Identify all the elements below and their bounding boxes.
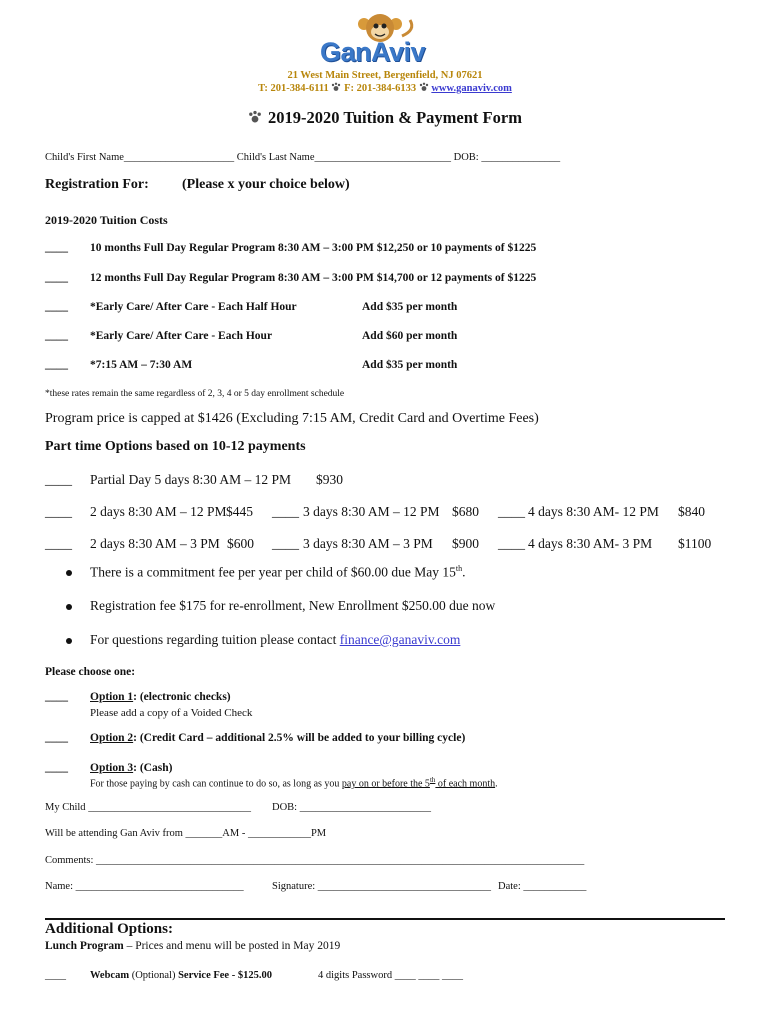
- first-name-label: Child's First Name: [45, 152, 124, 163]
- ganaviv-logo: [312, 10, 462, 68]
- tuition-row-text: 10 months Full Day Regular Program 8:30 AM – 3:00 PM $12,250 or 10 payments of $1225: [90, 242, 537, 254]
- tuition-row-text: *Early Care/ After Care - Each Hour: [90, 330, 273, 342]
- form-title: [0, 108, 770, 128]
- checkbox-blank[interactable]: ____: [498, 536, 525, 551]
- part-time-option-price: $840: [678, 504, 705, 519]
- checkbox-blank[interactable]: ____: [272, 504, 299, 519]
- checkbox-blank[interactable]: ____: [272, 536, 299, 551]
- option3-note-end: .: [495, 778, 498, 790]
- comments-field[interactable]: _____________________________________________________________________________________________: [96, 855, 585, 866]
- lunch-row: [45, 940, 340, 952]
- comments-label: Comments:: [45, 855, 94, 866]
- tuition-row[interactable]: [45, 272, 68, 284]
- signature-row: [272, 881, 491, 892]
- paw-icon: [248, 110, 262, 124]
- checkbox-blank[interactable]: ____: [45, 272, 68, 284]
- questions-text: [90, 632, 460, 648]
- part-time-heading: Part time Options based on 10-12 payments: [45, 439, 306, 454]
- webcam-label: Webcam: [90, 970, 130, 981]
- lunch-label: Lunch Program: [45, 940, 124, 952]
- webcam-fee: Service Fee - $125.00: [178, 970, 272, 981]
- option1-line: [90, 691, 231, 703]
- last-name-label: Child's Last Name: [236, 152, 315, 163]
- child-dob-row: [272, 802, 431, 813]
- brand-name: GanAviv: [320, 37, 426, 67]
- option3-note-sup: th: [429, 776, 436, 784]
- signature-field[interactable]: _________________________________: [317, 881, 492, 892]
- option1-label: Option 1: [90, 691, 134, 703]
- commitment-end: .: [462, 564, 466, 580]
- option1-text: : (electronic checks): [133, 691, 231, 703]
- tuition-costs-heading: 2019-2020 Tuition Costs: [45, 213, 168, 227]
- commitment-sup: th: [455, 564, 463, 573]
- checkbox-blank[interactable]: ____: [45, 472, 72, 487]
- tuition-row-price: Add $35 per month: [362, 359, 458, 371]
- child-dob-label: DOB:: [272, 802, 298, 813]
- part-time-option-price: $600: [227, 536, 254, 551]
- option3-text: : (Cash): [133, 762, 173, 774]
- my-child-row: [45, 802, 251, 813]
- tuition-row-text: *Early Care/ After Care - Each Half Hour: [90, 301, 297, 313]
- registration-instruction: (Please x your choice below): [182, 177, 350, 192]
- attending-am-label: AM -: [222, 828, 246, 839]
- part-time-option-price: $900: [452, 536, 479, 551]
- comments-row: [45, 855, 584, 866]
- checkbox-blank[interactable]: ____: [45, 536, 72, 551]
- payment-heading: Please choose one:: [45, 666, 136, 678]
- attending-row: [45, 828, 326, 839]
- date-label: Date:: [498, 881, 521, 892]
- attending-am-field[interactable]: _______: [185, 828, 223, 839]
- attending-pm-label: PM: [310, 828, 327, 839]
- paw-icon: [331, 82, 341, 92]
- part-time-option-price: $680: [452, 504, 479, 519]
- part-time-option-price: $445: [226, 504, 253, 519]
- bullet-icon: [66, 570, 72, 576]
- contact-line: [0, 82, 770, 94]
- first-name-field[interactable]: _____________________: [123, 152, 235, 163]
- part-time-option-text: 4 days 8:30 AM- 12 PM: [528, 504, 659, 519]
- registration-fee-text: Registration fee $175 for re-enrollment, New Enrollment $250.00 due now: [90, 598, 496, 613]
- part-time-option-text: 4 days 8:30 AM- 3 PM: [528, 536, 653, 551]
- option3-note: [90, 776, 498, 789]
- checkbox-blank[interactable]: ____: [45, 359, 68, 371]
- registration-label: Registration For:: [45, 177, 149, 192]
- partial-day-text: Partial Day 5 days 8:30 AM – 12 PM: [90, 472, 291, 487]
- phone-text: T: 201-384-6111: [258, 83, 329, 94]
- checkbox-blank[interactable]: ____: [45, 691, 68, 703]
- tuition-row-price: Add $35 per month: [362, 301, 458, 313]
- rates-footnote: *these rates remain the same regardless of 2, 3, 4 or 5 day enrollment schedule: [45, 389, 345, 399]
- fax-text: F: 201-384-6133: [344, 83, 417, 94]
- option2-label: Option 2: [90, 732, 134, 744]
- part-time-option-text: 3 days 8:30 AM – 12 PM: [303, 504, 440, 519]
- checkbox-blank[interactable]: ____: [45, 330, 68, 342]
- questions-label: For questions regarding tuition please contact: [90, 632, 340, 647]
- website-link[interactable]: www.ganaviv.com: [431, 83, 512, 94]
- my-child-label: My Child: [45, 802, 86, 813]
- finance-email-link[interactable]: finance@ganaviv.com: [339, 632, 461, 647]
- tuition-row[interactable]: [45, 242, 68, 254]
- option2-text: : (Credit Card – additional 2.5% will be added to your billing cycle): [133, 732, 466, 744]
- address-line: [0, 70, 770, 81]
- my-child-field[interactable]: _______________________________: [88, 802, 251, 813]
- address-text: 21 West Main Street, Bergenfield, NJ 07621: [287, 70, 483, 81]
- webcam-optional: (Optional): [129, 970, 179, 981]
- part-time-option-text: 3 days 8:30 AM – 3 PM: [303, 536, 433, 551]
- partial-day-price: $930: [316, 472, 343, 487]
- signature-label: Signature:: [272, 881, 316, 892]
- webcam-row: [90, 970, 272, 981]
- attending-label: Will be attending Gan Aviv from: [45, 828, 183, 839]
- option3-line: [90, 762, 172, 774]
- child-dob-field[interactable]: _________________________: [299, 802, 431, 813]
- option1-note: Please add a copy of a Voided Check: [90, 707, 253, 719]
- form-title-text: 2019-2020 Tuition & Payment Form: [268, 108, 522, 127]
- dob-label: DOB:: [453, 152, 479, 163]
- part-time-option-text: 2 days 8:30 AM – 12 PM: [90, 504, 227, 519]
- checkbox-blank[interactable]: ____: [45, 762, 68, 774]
- part-time-option-price: $1100: [678, 536, 712, 551]
- checkbox-blank[interactable]: ____: [45, 732, 68, 744]
- tuition-row-text: *7:15 AM – 7:30 AM: [90, 359, 193, 371]
- name-label: Name:: [45, 881, 73, 892]
- attending-pm-field[interactable]: ____________: [247, 828, 311, 839]
- tuition-row-price: Add $60 per month: [362, 330, 458, 342]
- bullet-icon: [66, 604, 72, 610]
- checkbox-blank[interactable]: ____: [45, 504, 72, 519]
- checkbox-blank[interactable]: ____: [45, 242, 68, 254]
- checkbox-blank[interactable]: ____: [498, 504, 525, 519]
- option3-note-underlined: pay on or before the 5: [341, 778, 430, 790]
- option2-line: [90, 732, 465, 744]
- name-row: [45, 881, 244, 892]
- child-info-line: [45, 152, 560, 163]
- checkbox-blank[interactable]: ____: [45, 301, 68, 313]
- name-field[interactable]: ________________________________: [75, 881, 244, 892]
- dob-field[interactable]: _______________: [481, 152, 561, 163]
- checkbox-blank[interactable]: ____: [45, 970, 66, 981]
- lunch-text: – Prices and menu will be posted in May 2019: [123, 940, 341, 952]
- paw-icon: [419, 82, 429, 92]
- option3-note-text: For those paying by cash can continue to do so, as long as you: [90, 778, 342, 790]
- date-row: [498, 881, 586, 892]
- additional-heading: Additional Options:: [45, 921, 173, 937]
- option3-note-underlined-2: of each month: [435, 778, 496, 790]
- option3-label: Option 3: [90, 762, 134, 774]
- tuition-row-text: 12 months Full Day Regular Program 8:30 AM – 3:00 PM $14,700 or 12 payments of $1225: [90, 272, 537, 284]
- commitment-text: There is a commitment fee per year per child of $60.00 due May 15: [90, 564, 456, 580]
- commitment-fee-text: [90, 564, 465, 581]
- price-cap-text: Program price is capped at $1426 (Excluding 7:15 AM, Credit Card and Overtime Fees): [45, 411, 539, 426]
- section-divider: [45, 918, 725, 920]
- bullet-icon: [66, 638, 72, 644]
- date-field[interactable]: ____________: [523, 881, 587, 892]
- last-name-field[interactable]: __________________________: [314, 152, 451, 163]
- webcam-password[interactable]: 4 digits Password ____ ____ ____: [318, 970, 463, 981]
- part-time-option-text: 2 days 8:30 AM – 3 PM: [90, 536, 220, 551]
